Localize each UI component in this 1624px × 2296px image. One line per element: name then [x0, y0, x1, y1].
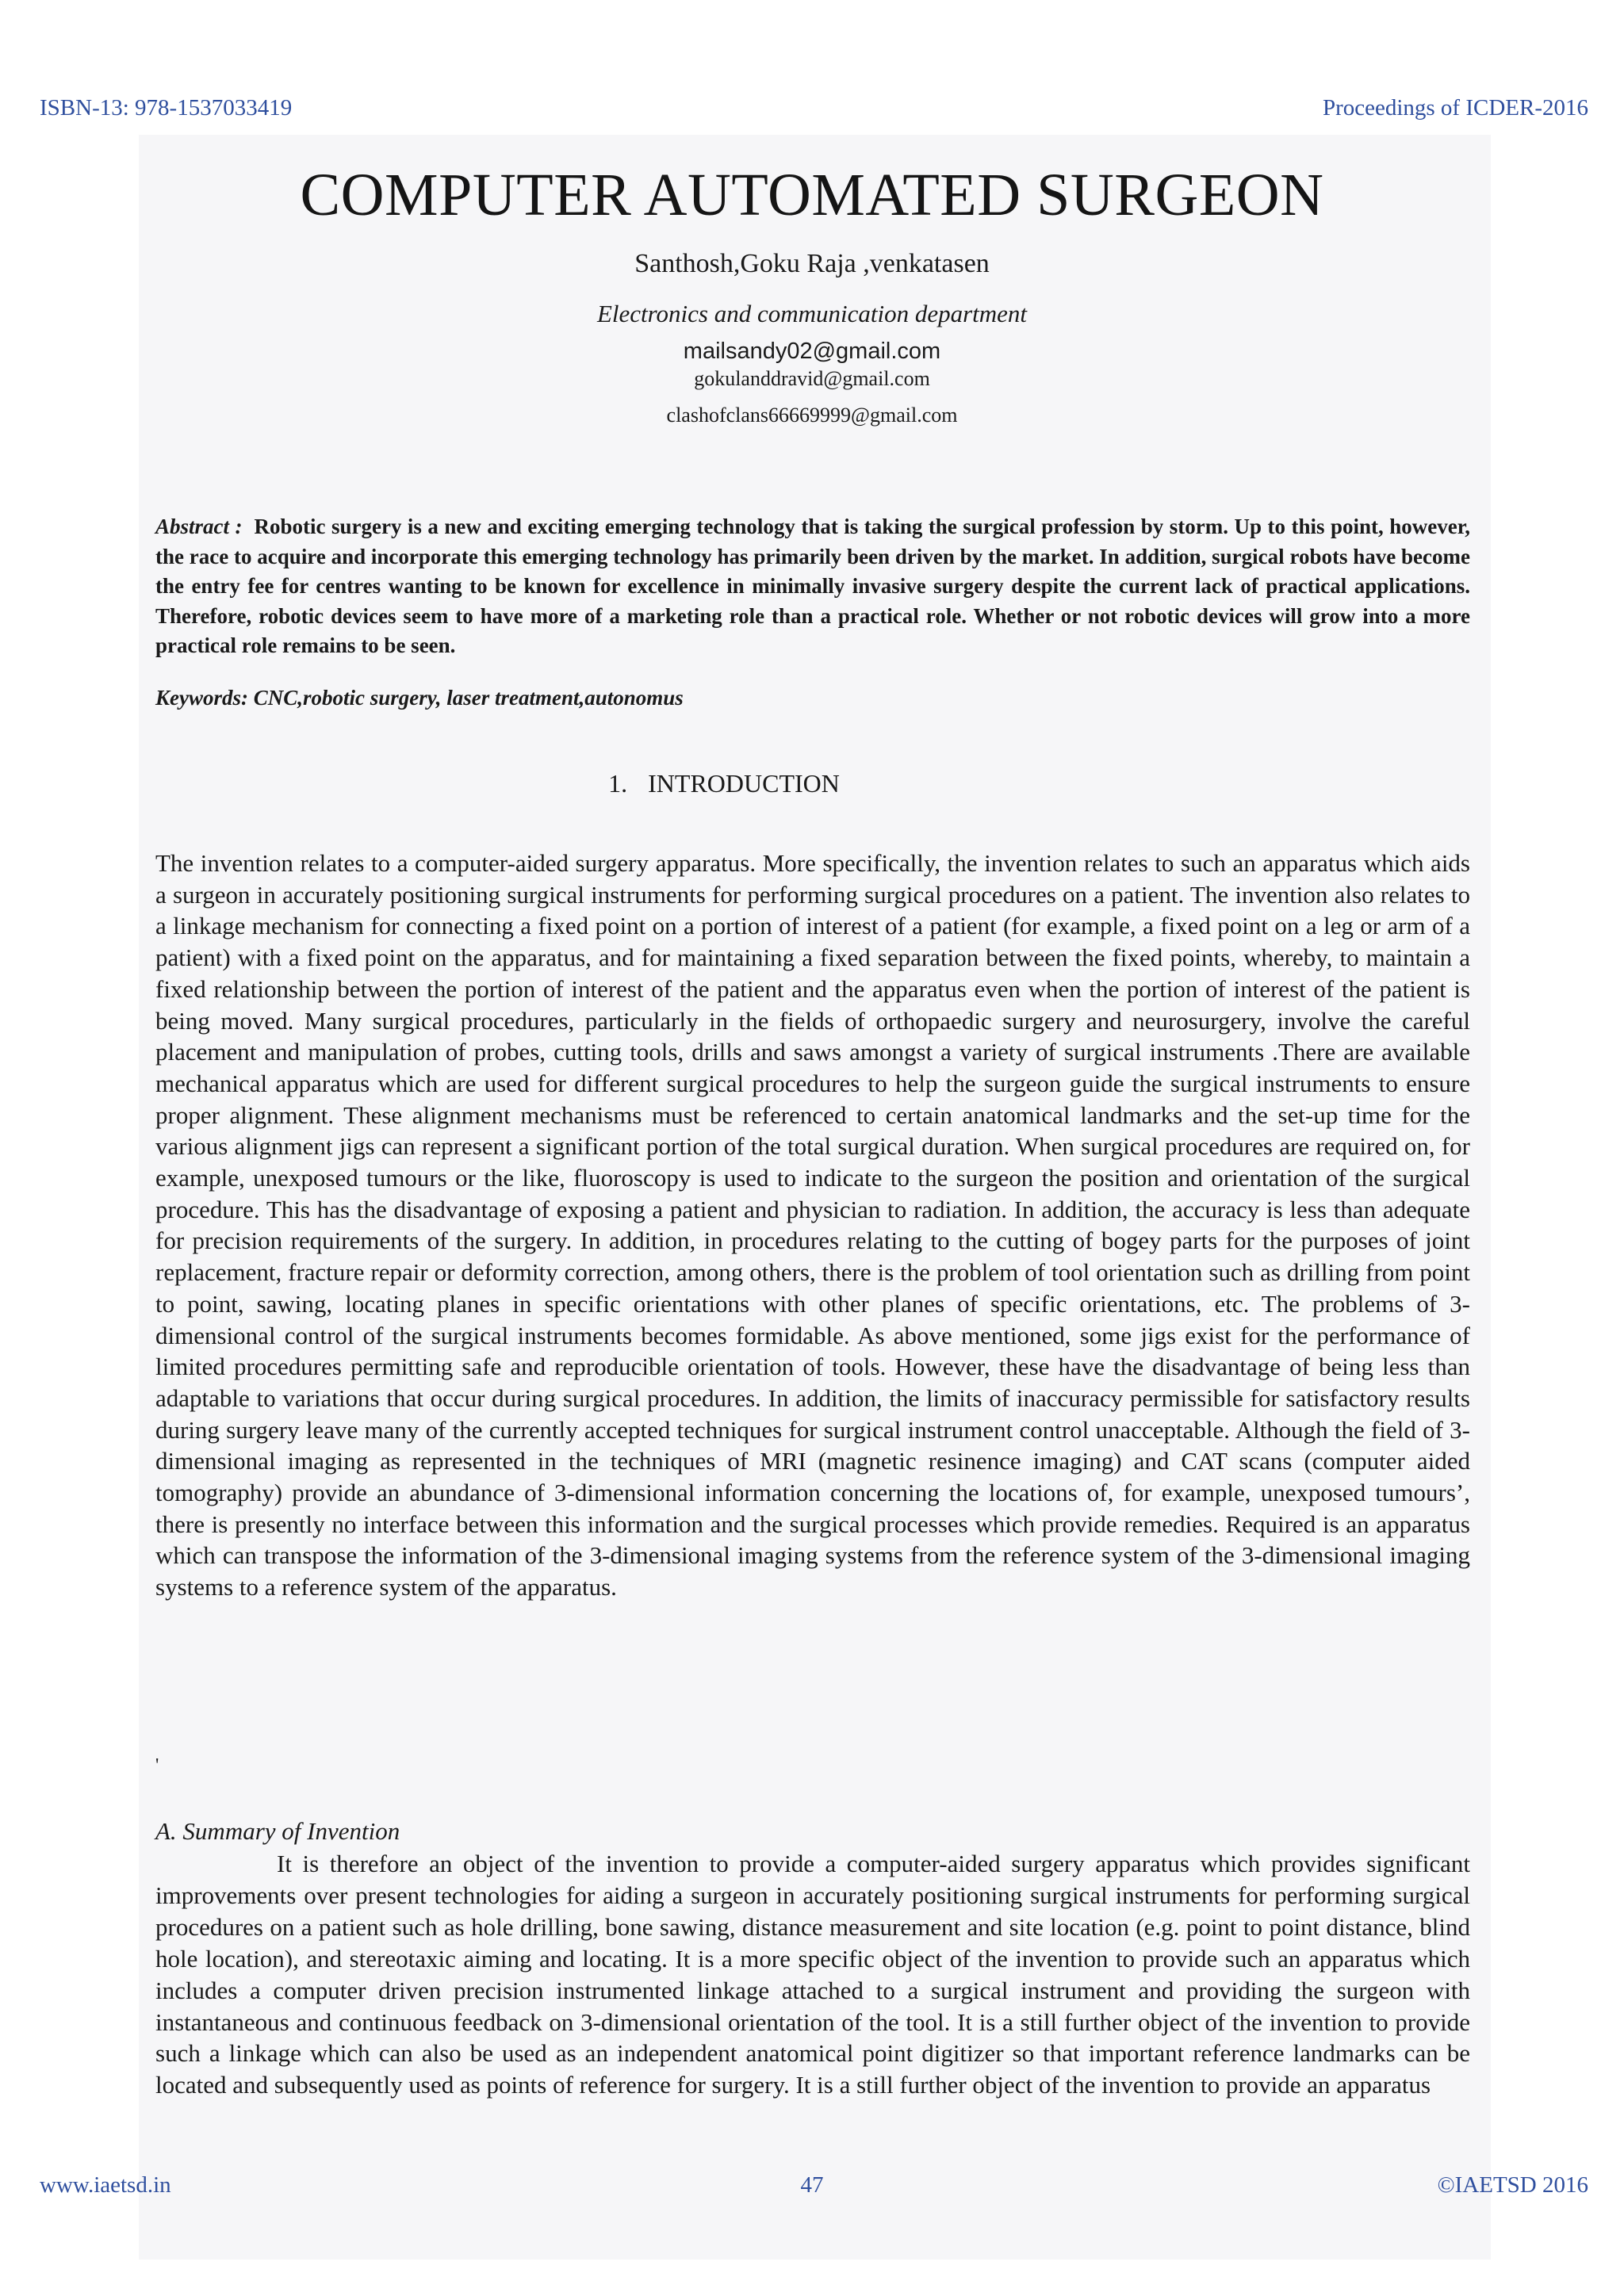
author-email-2: gokulanddravid@gmail.com: [694, 367, 930, 390]
paper-title: COMPUTER AUTOMATED SURGEON: [300, 162, 1324, 228]
section-title: INTRODUCTION: [648, 769, 840, 798]
summary-paragraph: It is therefore an object of the invention to provide a computer-aided surgery apparatus which provides significant improvements over present technologies for aiding a surgeon in accurately positioning surgical instruments for performing surgical procedures on a patient such as hole drilling, bone sawing, distance measurement and site location (e.g. point to point distance, blind hole location), and stereotaxic aiming and locating. It is a more specific object of the invention to provide such an apparatus which includes a computer driven precision instrumented linkage attached to a surgical instrument and providing the surgeon with instantaneous and continuous feedback on 3-dimensional orientation of the tool. It is a still further object of the invention to provide such a linkage which can also be used as an independent anatomical point digitizer so that important reference landmarks can be located and subsequently used as points of reference for surgery. It is a still further object of the invention to provide an apparatus: [155, 1850, 1470, 2099]
header-proceedings: Proceedings of ICDER-2016: [1322, 95, 1588, 121]
abstract-label: Abstract :: [155, 515, 243, 538]
stray-mark: ': [155, 1755, 159, 1776]
keywords: Keywords: CNC,robotic surgery, laser treatment,autonomus: [155, 686, 684, 710]
abstract: [155, 512, 1470, 661]
author-email-1: mailsandy02@gmail.com: [683, 339, 941, 364]
abstract-text: Robotic surgery is a new and exciting emerging technology that is taking the surgical profession by storm. Up to this point, however, the race to acquire and incorporate this emerging technology has primarily been driven by the market. In addition, surgical robots have become the entry fee for centres wanting to be known for excellence in minimally invasive surgery despite the current lack of practical applications. Therefore, robotic devices seem to have more of a marketing role than a practical role. Whether or not robotic devices will grow into a more practical role remains to be seen.: [155, 515, 1471, 658]
subsection-heading-summary: A. Summary of Invention: [155, 1817, 400, 1845]
paper-authors: Santhosh,Goku Raja ,venkatasen: [634, 249, 990, 278]
section-heading-introduction: [0, 767, 1448, 800]
footer-page-number: 47: [800, 2172, 824, 2198]
footer-website: www.iaetsd.in: [40, 2172, 171, 2198]
section-number: 1.: [608, 769, 628, 798]
paper-department: Electronics and communication department: [596, 300, 1028, 327]
author-email-3: clashofclans66669999@gmail.com: [666, 404, 958, 427]
footer-copyright: ©IAETSD 2016: [1437, 2172, 1588, 2198]
introduction-paragraph: The invention relates to a computer-aided surgery apparatus. More specifically, the invention relates to such an apparatus which aids a surgeon in accurately positioning surgical instruments for performing surgical procedures on a patient. The invention also relates to a linkage mechanism for connecting a fixed point on a portion of interest of a patient (for example, a fixed point on a leg or arm of a patient) with a fixed point on the apparatus, and for maintaining a fixed separation between the fixed points, whereby, to maintain a fixed relationship between the portion of interest of the patient and the apparatus even when the portion of interest of the patient is being moved. Many surgical procedures, particularly in the fields of orthopaedic surgery and neurosurgery, involve the careful placement and manipulation of probes, cutting tools, drills and saws amongst a variety of surgical instruments .There are available mechanical apparatus which are used for different surgical procedures to help the surgeon guide the surgical instruments to ensure proper alignment. These alignment mechanisms must be referenced to certain anatomical landmarks and the set-up time for the various alignment jigs can represent a significant portion of the total surgical duration. When surgical procedures are required on, for example, unexposed tumours or the like, fluoroscopy is used to indicate to the surgeon the position and orientation of the surgical procedure. This has the disadvantage of exposing a patient and physician to radiation. In addition, the accuracy is less than adequate for precision requirements of the surgery. In addition, in procedures relating to the cutting of bogey parts for the purposes of joint replacement, fracture repair or deformity correction, among others, there is the problem of tool orientation such as drilling from point to point, sawing, locating planes in specific orientations with other planes of specific orientations, etc. The problems of 3-dimensional control of the surgical instruments becomes formidable. As above mentioned, some jigs exist for the performance of limited procedures permitting safe and reproducible orientation of tools. However, these have the disadvantage of being less than adaptable to variations that occur during surgical procedures. In addition, the limits of inaccuracy permissible for satisfactory results during surgery leave many of the currently accepted techniques for surgical instrument control unacceptable. Although the field of 3-dimensional imaging as represented in the techniques of MRI (magnetic resinence imaging) and CAT scans (computer aided tomography) provide an abundance of 3-dimensional information concerning the locations of, for example, unexposed tumours’, there is presently no interface between this information and the surgical processes which provide remedies. Required is an apparatus which can transpose the information of the 3-dimensional imaging systems from the reference system of the 3-dimensional imaging systems to a reference system of the apparatus.: [155, 849, 1470, 1601]
header-isbn: ISBN-13: 978-1537033419: [40, 95, 293, 121]
